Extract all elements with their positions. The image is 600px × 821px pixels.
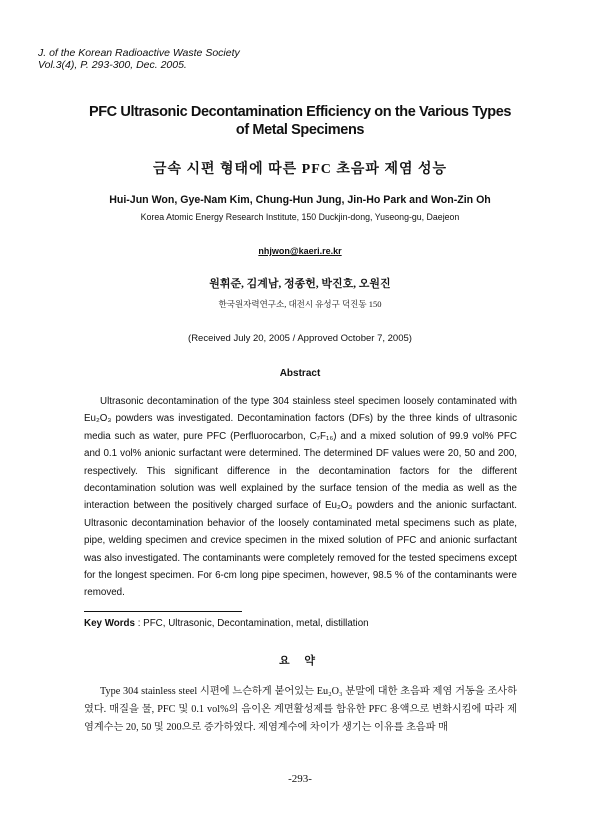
abstract-heading: Abstract — [279, 368, 321, 379]
keywords-list: : PFC, Ultrasonic, Decontamination, metal, distillation — [135, 618, 369, 629]
paper-title-line2: of Metal Specimens — [235, 122, 365, 138]
received-dates: (Received July 20, 2005 / Approved October 7, 2005) — [188, 333, 412, 344]
page-number: -293- — [288, 773, 312, 785]
paper-title-line1: PFC Ultrasonic Decontamination Efficiency on the Various Types — [88, 104, 512, 120]
korean-authors: 원휘준, 김계남, 정종헌, 박진호, 오원진 — [209, 278, 391, 290]
keywords-label: Key Words — [84, 618, 135, 629]
abstract-body — [84, 393, 517, 602]
paper-title — [0, 103, 600, 139]
korean-title: 금속 시편 형태에 따른 PFC 초음파 제염 성능 — [152, 162, 448, 177]
journal-name: J. of the Korean Radioactive Waste Society — [38, 47, 240, 59]
abstract-text: Ultrasonic decontamination of the type 304 stainless steel specimen loosely contaminated with Eu₂O₃ powders was investigated. Decontamination factors (DFs) by the three kinds of ultrasonic media such as water, pure PFC (Perfluorocarbon, C₇F₁₆) and a mixed solution of 99.9 vol% PFC and 0.1 vol% anionic surfactant were determined. The determined DF values were 20, 50 and 200, respectively. This significant difference in the decontamination factors for the different decontamination solution was well explained by the surface tension of the media as well as the interaction between the positively charged surface of Eu₂O₃ powders and the anionic surfactant. Ultrasonic decontamination behavior of the loosely contaminated metal specimens such as plate, pipe, welding specimen and crevice specimen in the mixed solution of PFC and anionic surfactant was also investigated. The contaminants were completely removed for the tested specimens except for the longest specimen. For 6-cm long pipe specimen, however, 98.5 % of the contaminants were removed. — [84, 396, 517, 599]
author-email[interactable]: nhjwon@kaeri.re.kr — [258, 246, 342, 256]
journal-citation — [38, 47, 240, 71]
korean-summary-text: Type 304 stainless steel 시편에 느슨하게 붙어있는 Eu₂O₃ 분말에 대한 초음파 제염 거동을 조사하였다. 매질을 물, PFC 및 0.1 vol%의 음이온 계면활성제를 함유한 PFC 용액으로 변화시킴에 따라 제염계수는 20, 50 및 200으로 증가하였다. 제염계수에 차이가 생기는 이유를 초음파 매 — [84, 686, 517, 734]
journal-volume: Vol.3(4), P. 293-300, Dec. 2005. — [38, 59, 187, 71]
keywords — [84, 618, 369, 629]
korean-summary-heading: 요 약 — [278, 655, 321, 667]
affiliation: Korea Atomic Energy Research Institute, 150 Duckjin-dong, Yuseong-gu, Daejeon — [140, 212, 460, 222]
authors: Hui-Jun Won, Gye-Nam Kim, Chung-Hun Jung, Jin-Ho Park and Won-Zin Oh — [109, 194, 491, 206]
korean-summary-body — [84, 683, 517, 738]
keywords-divider — [84, 611, 242, 612]
korean-affiliation: 한국원자력연구소, 대전시 유성구 덕진동 150 — [218, 299, 382, 309]
